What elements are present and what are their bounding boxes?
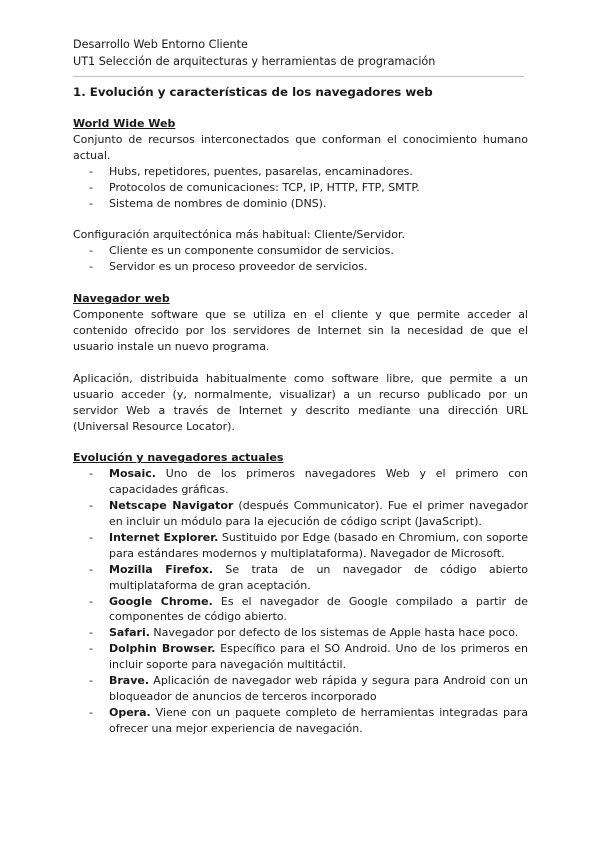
browsers-list xyxy=(73,466,528,736)
header-divider xyxy=(73,76,524,77)
www-intro: Conjunto de recursos interconectados que conforman el conocimiento humano actual. xyxy=(73,132,528,162)
config-list xyxy=(73,243,528,275)
header-unit: UT1 Selección de arquitecturas y herramientas de programación xyxy=(73,55,436,68)
list-item: - Protocolos de comunicaciones: TCP, IP, HTTP, FTP, SMTP. xyxy=(89,180,420,194)
list-item: - Hubs, repetidores, puentes, pasarelas, encaminadores. xyxy=(89,164,413,178)
www-list xyxy=(73,164,528,212)
list-item: - Cliente es un componente consumidor de servicios. xyxy=(89,244,394,258)
list-item: - Opera. Viene con un paquete completo de herramientas integradas para ofrecer una mejor experiencia de navegación. xyxy=(89,705,528,735)
browser-title: Navegador web xyxy=(73,292,170,306)
list-item: - Mosaic. Uno de los primeros navegadores Web y el primero con capacidades gráficas. xyxy=(89,467,528,497)
section-heading: 1. Evolución y características de los navegadores web xyxy=(73,85,433,99)
list-item: - Servidor es un proceso proveedor de servicios. xyxy=(89,260,368,274)
list-item: - Internet Explorer. Sustituido por Edge (basado en Chromium, con soporte para estándares modernos y multiplataforma). Navegador de Microsoft. xyxy=(89,530,528,560)
list-item: - Netscape Navigator (después Communicator). Fue el primer navegador en incluir un módulo para la ejecución de código script (JavaScript). xyxy=(89,499,528,529)
browser-description: Aplicación, distribuida habitualmente como software libre, que permite a un usuario acceder (y, normalmente, visualizar) a un recurso publicado por un servidor Web a través de Internet y descrito mediante una dirección URL (Universal Resource Locator). xyxy=(73,371,528,433)
list-item: - Dolphin Browser. Específico para el SO Android. Uno de los primeros en incluir soporte para navegación multitáctil. xyxy=(89,642,528,672)
list-item: - Sistema de nombres de dominio (DNS). xyxy=(89,196,327,210)
list-item: - Brave. Aplicación de navegador web rápida y segura para Android con un bloqueador de anuncios de terceros incorporado xyxy=(89,674,528,703)
browser-definition: Componente software que se utiliza en el cliente y que permite acceder al contenido ofrecido por los servidores de Internet sin la necesidad de que el usuario instale un nuevo programa. xyxy=(73,308,528,353)
www-config: Configuración arquitectónica más habitual: Cliente/Servidor. xyxy=(73,228,405,242)
www-title: World Wide Web xyxy=(73,117,176,130)
list-item: - Mozilla Firefox. Se trata de un navegador de código abierto multiplataforma de gran aceptación. xyxy=(89,562,528,592)
evolution-title: Evolución y navegadores actuales xyxy=(73,451,284,465)
document-body xyxy=(73,84,528,737)
header-course: Desarrollo Web Entorno Cliente xyxy=(73,38,248,51)
list-item: - Google Chrome. Es el navegador de Google compilado a partir de componentes de código abierto. xyxy=(89,594,528,624)
list-item: - Safari. Navegador por defecto de los sistemas de Apple hasta hace poco. xyxy=(89,626,519,640)
page-header xyxy=(73,36,435,70)
